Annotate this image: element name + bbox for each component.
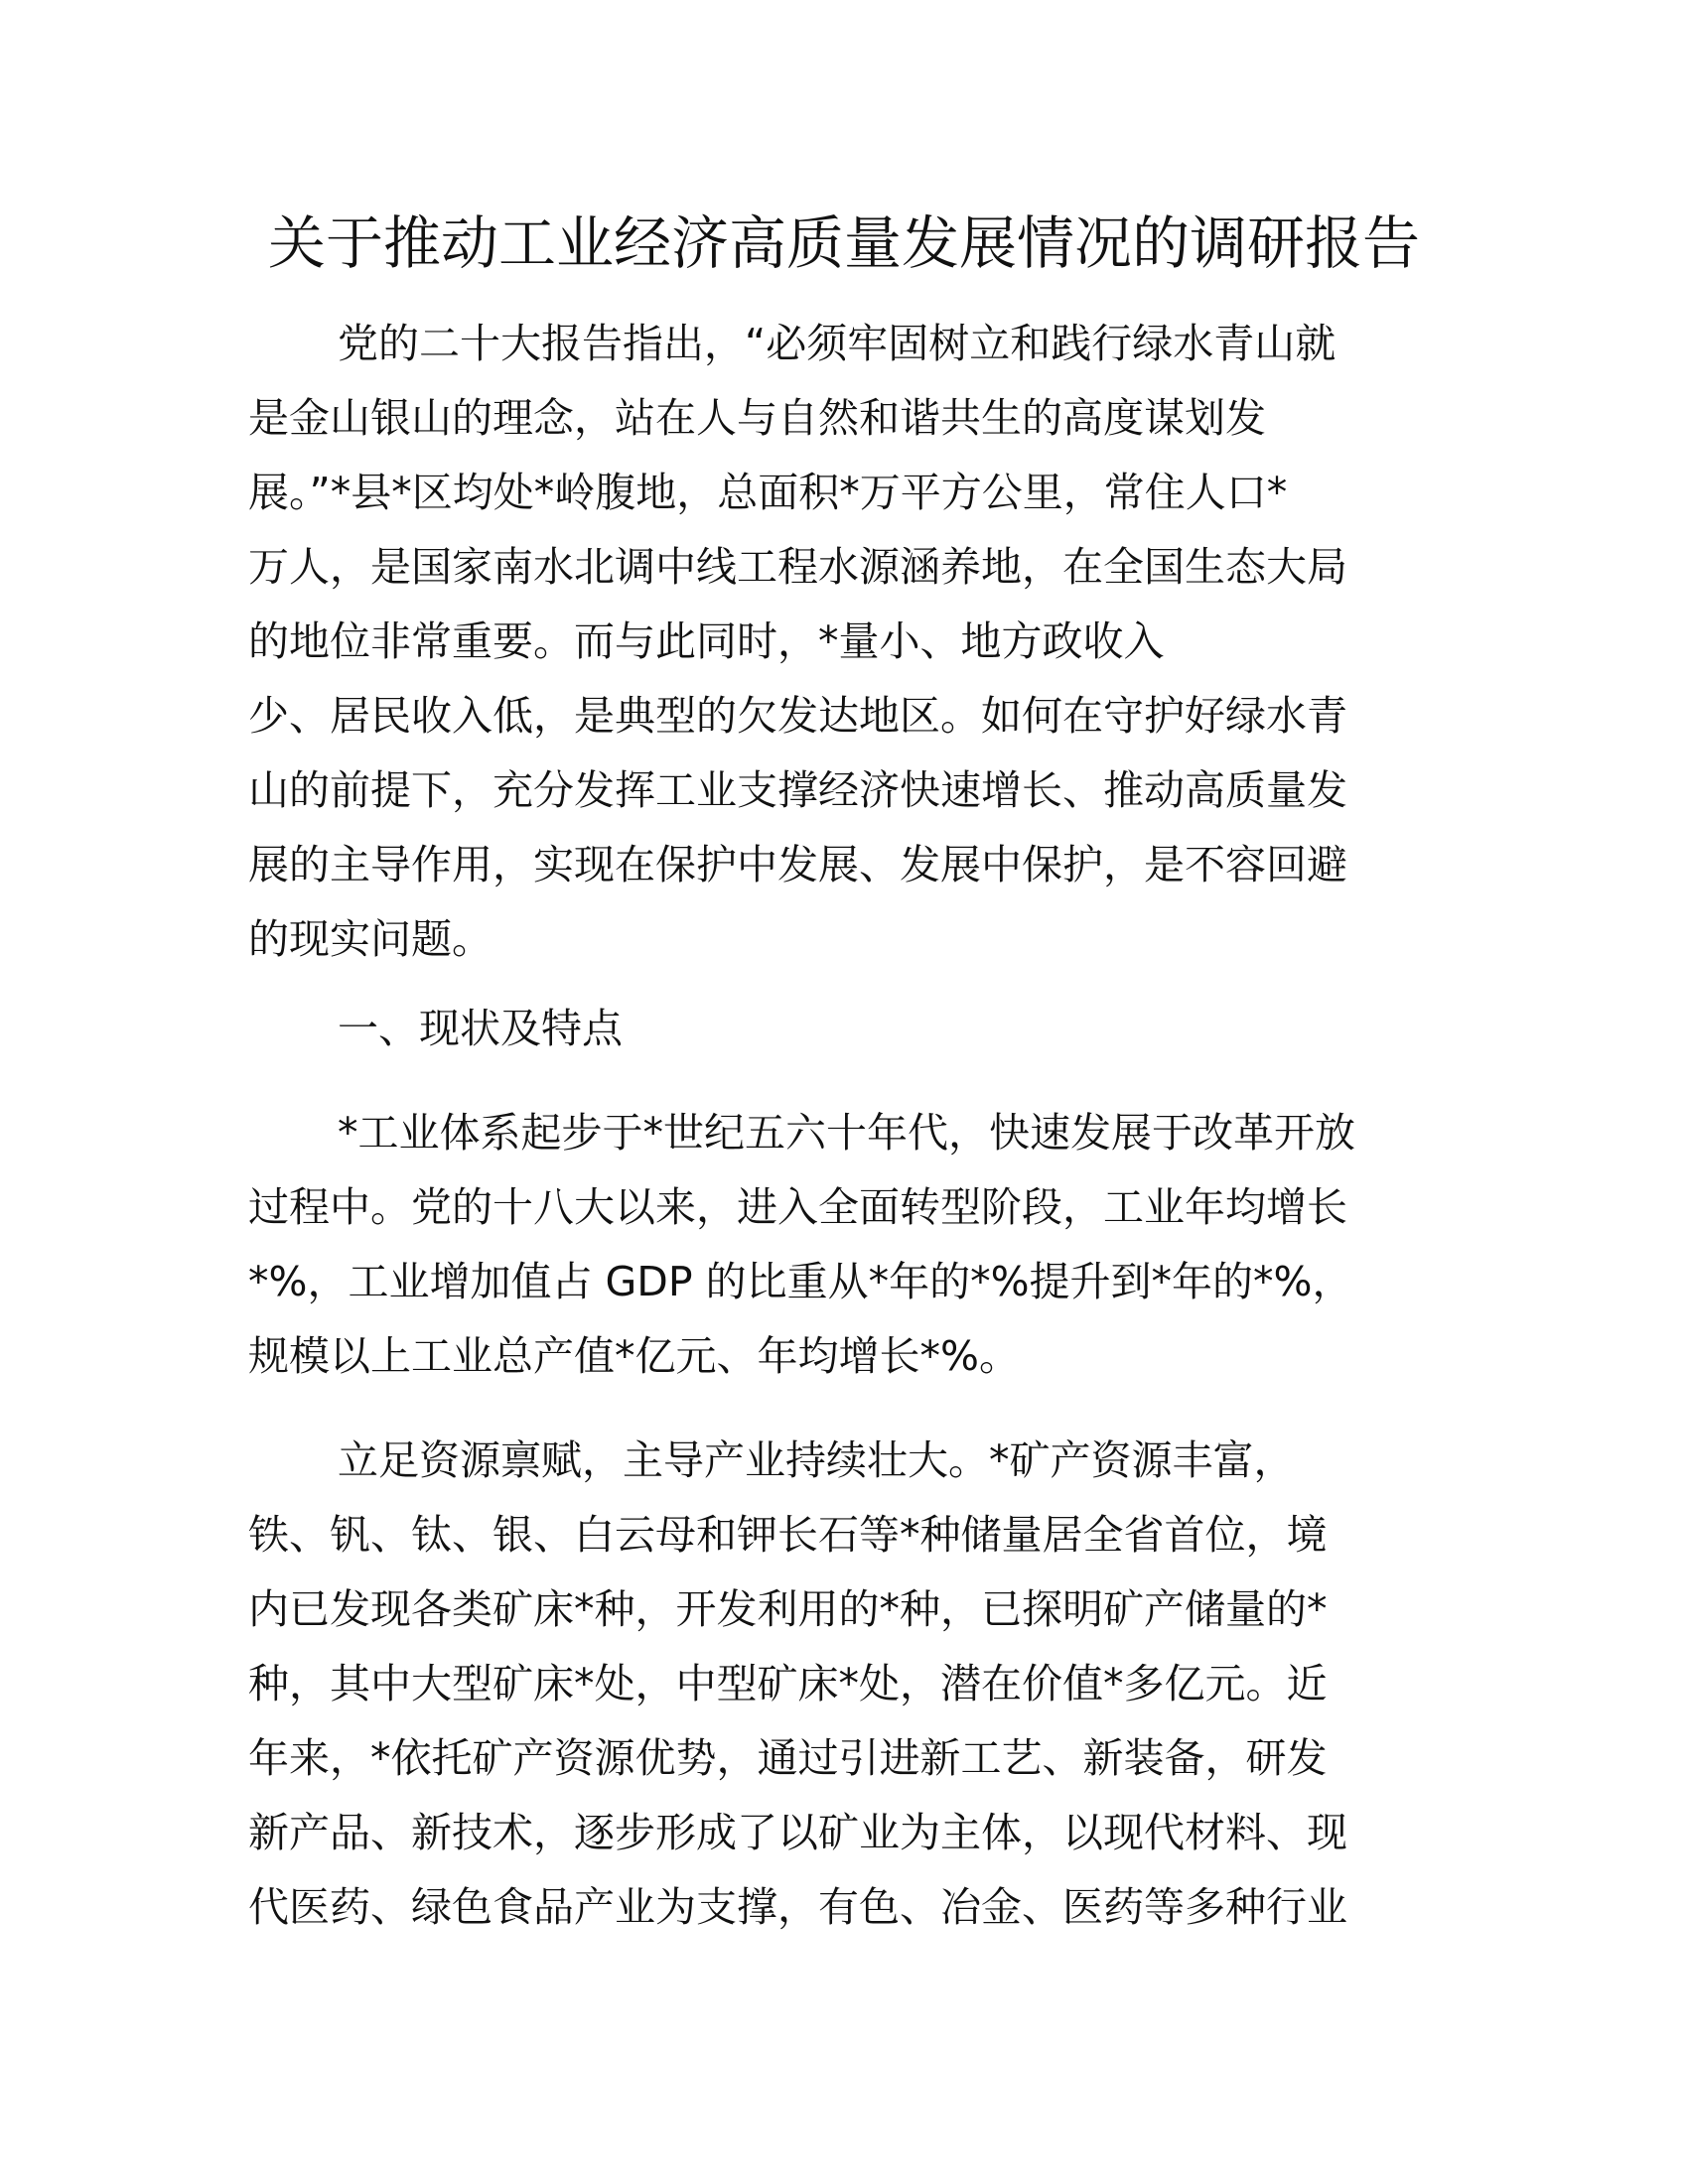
paragraph-3-line-4: 种，其中大型矿床*处，中型矿床*处，潜在价值*多亿元。近 [248, 1660, 1328, 1707]
paragraph-2-line-1: *工业体系起步于*世纪五六十年代，快速发展于改革开放 [338, 1109, 1355, 1157]
paragraph-1-line-6: 少、居民收入低，是典型的欠发达地区。如何在守护好绿水青 [248, 692, 1347, 740]
paragraph-1-line-3: 展。”*县*区均处*岭腹地，总面积*万平方公里，常住人口* [248, 469, 1288, 516]
paragraph-1-line-8: 展的主导作用，实现在保护中发展、发展中保护，是不容回避 [248, 841, 1347, 888]
section-heading: 一、现状及特点 [338, 1005, 623, 1052]
paragraph-1-line-5: 的地位非常重要。而与此同时，*量小、地方政收入 [248, 617, 1165, 665]
paragraph-2-line-3: *%，工业增加值占 GDP 的比重从*年的*%提升到*年的*%， [248, 1258, 1353, 1305]
paragraph-3-line-2: 铁、钒、钛、银、白云母和钾长石等*种储量居全省首位，境 [248, 1511, 1328, 1559]
paragraph-3-line-1: 立足资源禀赋，主导产业持续壮大。*矿产资源丰富， [338, 1436, 1295, 1484]
paragraph-1-line-7: 山的前提下，充分发挥工业支撑经济快速增长、推动高质量发 [248, 766, 1347, 814]
paragraph-1-line-2: 是金山银山的理念，站在人与自然和谐共生的高度谋划发 [248, 394, 1266, 442]
paragraph-2-line-2: 过程中。党的十八大以来，进入全面转型阶段，工业年均增长 [248, 1183, 1347, 1231]
paragraph-3-line-7: 代医药、绿色食品产业为支撑，有色、冶金、医药等多种行业 [248, 1883, 1347, 1931]
paragraph-3-line-5: 年来，*依托矿产资源优势，通过引进新工艺、新装备，研发 [248, 1734, 1328, 1782]
paragraph-3-line-3: 内已发现各类矿床*种，开发利用的*种，已探明矿产储量的* [248, 1585, 1328, 1633]
paragraph-3-line-6: 新产品、新技术，逐步形成了以矿业为主体，以现代材料、现 [248, 1809, 1347, 1856]
document-title: 关于推动工业经济高质量发展情况的调研报告 [267, 209, 1420, 277]
paragraph-2-line-4: 规模以上工业总产值*亿元、年均增长*%。 [248, 1332, 1020, 1380]
paragraph-1-line-9: 的现实问题。 [248, 915, 492, 963]
paragraph-1-line-4: 万人，是国家南水北调中线工程水源涵养地，在全国生态大局 [248, 543, 1347, 591]
paragraph-1-line-1: 党的二十大报告指出，“必须牢固树立和践行绿水青山就 [338, 320, 1336, 367]
